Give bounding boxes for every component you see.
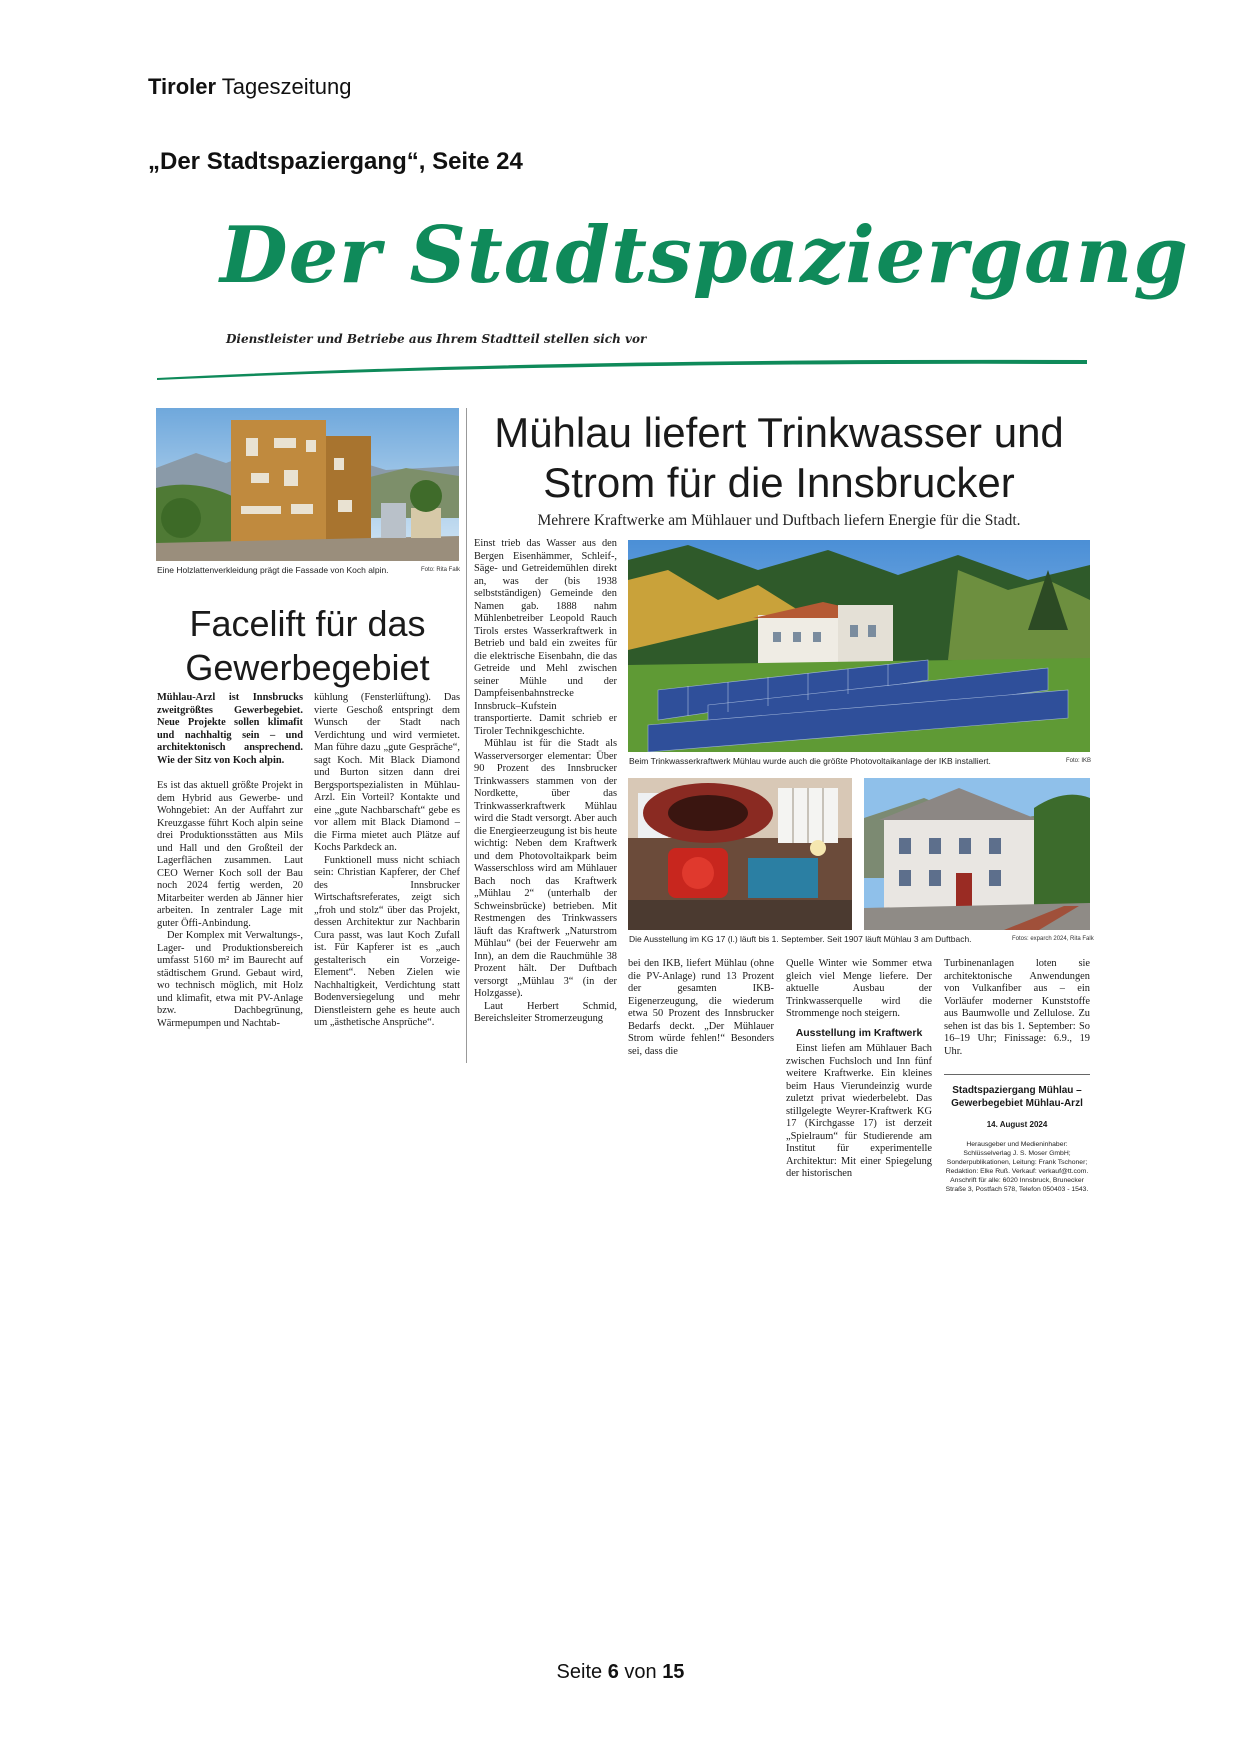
photo-muehlau3-house <box>864 778 1090 930</box>
masthead-subtitle: Dienstleister und Betriebe aus Ihrem Stadtteil stellen sich vor <box>226 332 647 346</box>
imprint-date: 14. August 2024 <box>986 1120 1048 1129</box>
publication-name: Tiroler Tageszeitung <box>148 74 352 99</box>
left-article-col1: Mühlau-Arzl ist Innsbrucks zweitgrößtes Gewerbegebiet. Neue Projekte sollen klimafit und nachhaltig sein – und architektonisch ansprechend. Wie der Sitz von Koch alpin. Es ist das aktuell größte Projekt in dem Hybrid aus Gewerbe- und Wohngebiet: An der Auffahrt zur Kreuzgasse führt Koch alpin seine drei Produktionsstätten aus Mils und Hall und den Großteil der Lagerflächen zusammen. Laut CEO Werner Koch soll der Bau noch 2024 fertig werden, 20 Mitarbeiter werden ab Jänner hier arbeiten. In zentraler Lage mit guter Öffi-Anbindung. Der Komplex mit Verwaltungs-, Lager- und Produktionsbereich umfasst 5160 m² im Baurecht auf städtischem Grund. Gebaut wird, wo technisch möglich, mit Holz und klimafit, etwa mit PV-Anlage bzw. Dachbegrünung, Wärmepumpen und Nachtab- <box>157 692 303 1029</box>
subhead-ausstellung: Ausstellung im Kraftwerk <box>795 1026 923 1039</box>
main-article-headline: Mühlau liefert Trinkwasser und Strom für die Innsbrucker <box>494 409 1064 506</box>
imprint-rule <box>944 1074 1090 1075</box>
main-article-col4: bei den IKB, liefert Mühlau (ohne die PV-Anlage) rund 13 Prozent der gesamten IKB-Eigenerzeugung, die wiederum etwa 50 Prozent des Innsbrucker Bedarfs deckt. „Der Mühlauer Strom würde fehlen!“ Besonders sei, dass die <box>628 958 774 1057</box>
main-article-col6: Turbinenanlagen loten sie architektonische Anwendungen von Vulkanfiber aus – ein Vorläufer moderner Kunststoffe aus Baumwolle und Zellulose. Zu sehen ist das bis 1. September: So 16–19 Uhr; Finissage: 6.9., 19 Uhr. <box>944 958 1090 1057</box>
photo2-caption: Die Ausstellung im KG 17 (l.) läuft bis 1. September. Seit 1907 läuft Mühlau 3 am Duftbach. <box>629 934 972 944</box>
photo1-credit: Foto: IKB <box>1066 758 1092 764</box>
photo-caption: Eine Holzlattenverkleidung prägt die Fassade von Koch alpin. <box>157 565 389 575</box>
left-article-headline: Facelift für das Gewerbegebiet <box>185 603 430 688</box>
main-article-col5: Quelle Winter wie Sommer etwa gleich viel Menge liefere. Der aktuelle Ausbau der Trinkwasserquelle wird die Strommenge noch steigern. Ausstellung im Kraftwerk Einst liefen am Mühlauer Bach zwischen Fuchsloch und Inn fünf weitere Kraftwerke. Ein kleines beim Haus Vierundeinzig wurde zuletzt privat wiederbelebt. Das stillgelegte Weyrer-Kraftwerk KG 17 (Kirchgasse 17) ist derzeit „Spielraum“ für Studierende am Institut für experimentelle Architektur: Mit einer Spiegelung der historischen <box>786 958 932 1179</box>
photo-credit: Foto: Rita Falk <box>421 567 461 573</box>
main-article-dek: Mehrere Kraftwerke am Mühlauer und Duftbach liefern Energie für die Stadt. <box>537 512 1021 529</box>
article-reference: „Der Stadtspaziergang“, Seite 24 <box>148 148 523 175</box>
column-divider <box>466 408 467 1063</box>
imprint-title: Stadtspaziergang Mühlau – Gewerbegebiet Mühlau-Arzl <box>951 1085 1083 1109</box>
photo-pv-plant <box>628 540 1090 752</box>
masthead-title: Der Stadtspaziergang <box>220 210 1189 301</box>
photo-kg17-exhibition <box>628 778 852 930</box>
photo-koch-alpin-building <box>156 408 459 561</box>
photo1-caption: Beim Trinkwasserkraftwerk Mühlau wurde auch die größte Photovoltaikanlage der IKB installiert. <box>629 756 991 766</box>
page-number: Seite 6 von 15 <box>556 1661 685 1683</box>
masthead-swoosh <box>155 356 1090 382</box>
imprint-text: Herausgeber und Medieninhaber: Schlüsselverlag J. S. Moser GmbH; Sonderpublikationen, Leitung: Frank Tschoner; Redaktion: Elke Ruß. Verkauf: verkauf@tt.com. Anschrift für alle: 6020 Innsbruck, Brunecker Straße 3, Postfach 578, Telefon 050403 - 1543. <box>945 1141 1089 1193</box>
left-article-col2: kühlung (Fensterlüftung). Das vierte Geschoß entspringt dem Wunsch der Stadt nach Verdichtung und wird vermietet. Man führe dazu „gute Gespräche“, sagt Koch. Mit Black Diamond und Burton sitzen dann drei Bergsportspezialisten in Mühlau-Arzl. Ein Vorteil? Kontakte und eine „gute Nachbarschaft“ gebe es vor allem mit Black Diamond – die Firma mietet auch Plätze auf Kochs Parkdeck an. Funktionell muss nicht schiach sein: Christian Kapferer, der Chef des Innsbrucker Wirtschaftsreferates, zeigt sich „froh und stolz“ über das Projekt, dessen Architektur zur Nachbarin Cura passt, was laut Koch Zufall ist. Für Kapferer ist es „auch gestalterisch ein Vorzeige-Element“. Neben Zielen wie Nachhaltigkeit, Verdichtung statt Bodenversiegelung und mehr Dienstleistern gehe es heute auch um „ästhetische Ansprüche“. <box>314 692 460 1028</box>
main-article-col3: Einst trieb das Wasser aus den Bergen Eisenhämmer, Schleif-, Säge- und Getreidemühlen direkt an, was der (bis 1938 selbstständigen) Gemeinde den Namen gab. 1888 nahm Mühlenbetreiber Leopold Rauch Tirols erstes Wasserkraftwerk in Betrieb und bald ein zweites für die elektrische Eisenbahn, die das Getreide und Mehl zwischen seiner Mühle und der Dampfeisenbahnstrecke Innsbruck–Kufstein transportierte. Damit schrieb er Tiroler Technikgeschichte. Mühlau ist für die Stadt als Wasserversorger elementar: Über 90 Prozent des Innsbrucker Trinkwassers stammen von der Nordkette, über das Trinkwasserkraftwerk Mühlau wird die Stadt versorgt. Aber auch die Energieerzeugung ist bis heute wichtig: Neben dem Kraftwerk und dem Photovoltaikpark beim Wasserschloss wird am Mühlauer Bach noch das Kraftwerk „Mühlau 2“ (unterhalb der Schweinsbrücke) betrieben. Mit Restmengen des Trinkwassers läuft das Kraftwerk „Naturstrom Mühlau“ (bei der Feuerwehr am Inn), an dem die Rauchmühle 38 Prozent hält. Der Duftbach versorgt „Mühlau 3“ (in der Holzgasse). Laut Herbert Schmid, Bereichsleiter Stromerzeugung <box>474 538 617 1024</box>
photo2-credit: Fotos: exparch 2024, Rita Falk <box>1012 936 1094 942</box>
